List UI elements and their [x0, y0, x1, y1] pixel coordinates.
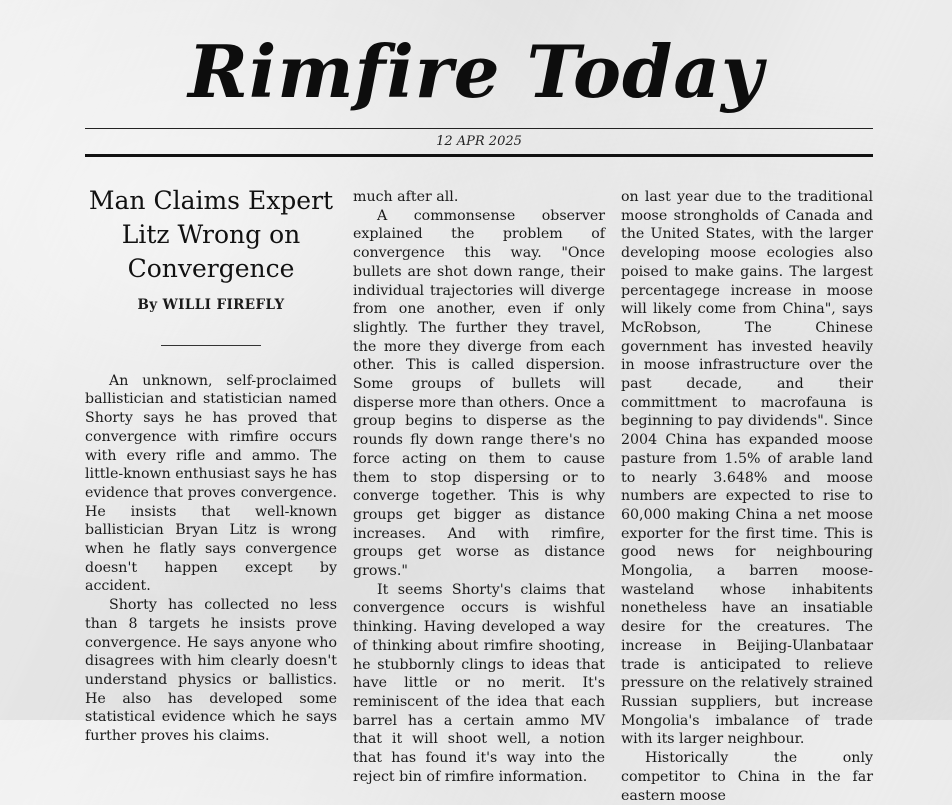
- byline-divider: [161, 345, 261, 346]
- column-2: [353, 188, 605, 787]
- paragraph: Historically the only competitor to China in the far eastern moose: [621, 750, 873, 804]
- paragraph: on last year due to the traditional moose strongholds of Canada and the United States, with the larger developing moose ecologies also poised to make gains. The largest percentagege increase in moose will likely come from China", says McRobson, The Chinese government has invested heavily in moose infrastructure over the past decade, and their committment to macrofauna is beginning to pay dividends". Since 2004 China has expanded moose pasture from 1.5% of arable land to nearly 3.648% and moose numbers are expected to rise to 60,000 making China a net moose exporter for the first time. This is good news for neighbouring Mongolia, a barren moose-wasteland whose inhabitents nonetheless have an insatiable desire for the creatures. The increase in Beijing-Ulanbataar trade is anticipated to relieve pressure on the relatively strained Russian suppliers, but increase Mongolia's imbalance of trade with its larger neighbour.: [621, 189, 873, 748]
- masthead-title: Rimfire Today: [188, 29, 764, 114]
- paragraph: A commonsense observer explained the problem of convergence this way. "Once bullets are shot down range, their individual trajectories will diverge from one another, even if only slightly. The further they travel, the more they diverge from each other. This is called dispersion. Some groups of bullets will disperse more than others. Once a group begins to disperse as the rounds fly down range there's no force acting on them to cause them to stop dispersing or to converge together. This is why groups get bigger as distance increases. And with rimfire, groups get worse as distance grows.": [353, 207, 605, 580]
- paragraph: It seems Shorty's claims that convergence occurs is wishful thinking. Having developed a way of thinking about rimfire shooting, he stubbornly clings to ideas that have little or no merit. It's reminiscent of the idea that each barrel has a certain ammo MV that it will shoot well, a notion that has found it's way into the reject bin of rimfire information.: [353, 581, 605, 785]
- dateline: 12 APR 2025: [436, 134, 522, 149]
- paragraph: Shorty has collected no less than 8 targets he insists prove convergence. He says anyone who disagrees with him clearly doesn't understand physics or ballistics. He also has developed some statistical evidence which he says further proves his claims.: [85, 597, 337, 745]
- paragraph: much after all.: [353, 189, 459, 205]
- article-headline: Man Claims Expert Litz Wrong on Convergence: [88, 186, 334, 283]
- paragraph: An unknown, self-proclaimed ballistician and statistician named Shorty says he has proved that convergence with rimfire occurs with every rifle and ammo. The little-known enthusiast says he has evidence that proves convergence. He insists that well-known ballistician Bryan Litz is wrong when he flatly says convergence doesn't happen except by accident.: [85, 372, 338, 595]
- masthead-rule-bottom: [85, 154, 873, 157]
- column-3: [621, 188, 873, 805]
- masthead-rule-top: [85, 128, 873, 129]
- article-byline: By WILLI FIREFLY: [137, 297, 285, 313]
- column-1: [85, 188, 337, 746]
